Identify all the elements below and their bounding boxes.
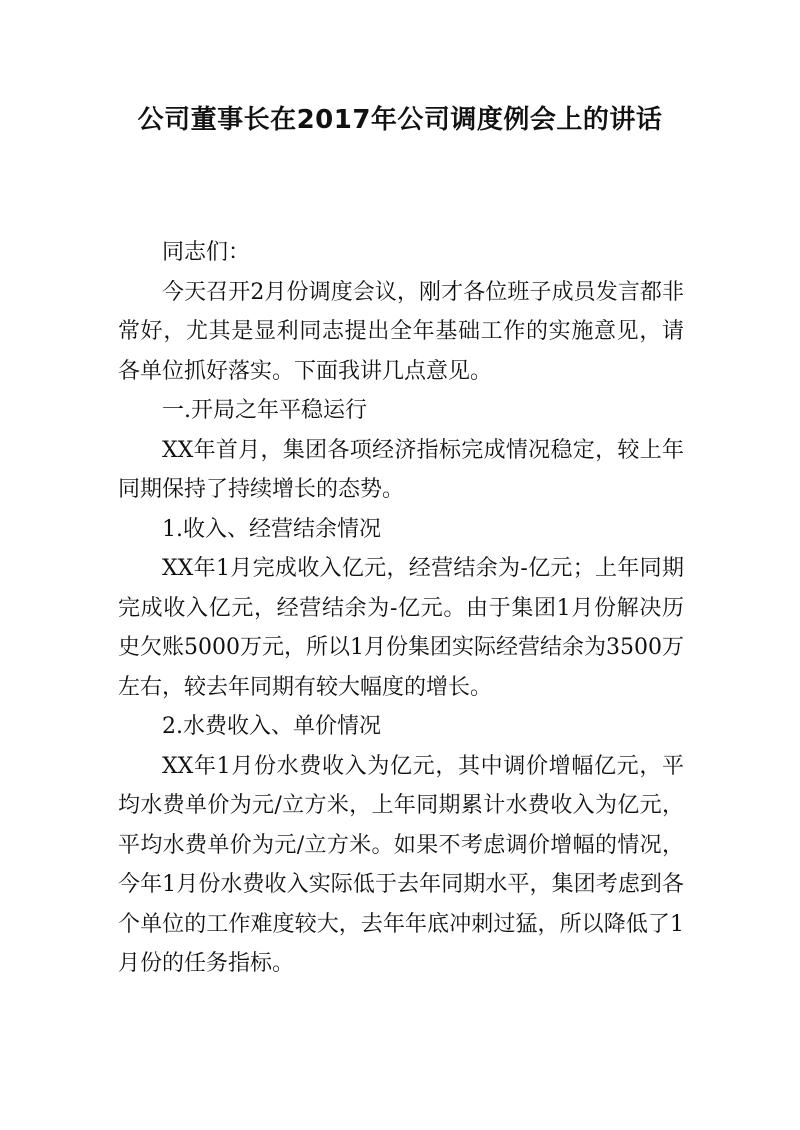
paragraph-intro: 今天召开2月份调度会议，刚才各位班子成员发言都非常好，尤其是显利同志提出全年基础工作的实施意见，请各单位抓好落实。下面我讲几点意见。 — [118, 279, 684, 384]
paragraph-section-1: XX年首月，集团各项经济指标完成情况稳定，较上年同期保持了持续增长的态势。 — [118, 437, 684, 502]
subsection-heading-1: 1.收入、经营结余情况 — [162, 516, 381, 542]
paragraph-greeting: 同志们： — [162, 240, 251, 265]
document-title: 公司董事长在2017年公司调度例会上的讲话 — [137, 105, 663, 135]
paragraph-water-fee: XX年1月份水费收入为亿元，其中调价增幅亿元，平均水费单价为元/立方米，上年同期累计水费收入为亿元，平均水费单价为元/立方米。如果不考虑调价增幅的情况，今年1月份水费收入实际低于去年同期水平，集团考虑到各个单位的工作难度较大，去年年底冲刺过猛，所以降低了1月份的任务指标。 — [118, 753, 684, 976]
paragraph-income: XX年1月完成收入亿元，经营结余为-亿元；上年同期完成收入亿元，经营结余为-亿元。由于集团1月份解决历史欠账5000万元，所以1月份集团实际经营结余为3500万左右，较去年同期有较大幅度的增长。 — [118, 556, 684, 700]
document-body — [118, 233, 684, 984]
subsection-heading-2: 2.水费收入、单价情况 — [162, 714, 381, 739]
section-heading-1: 一.开局之年平稳运行 — [162, 398, 367, 423]
